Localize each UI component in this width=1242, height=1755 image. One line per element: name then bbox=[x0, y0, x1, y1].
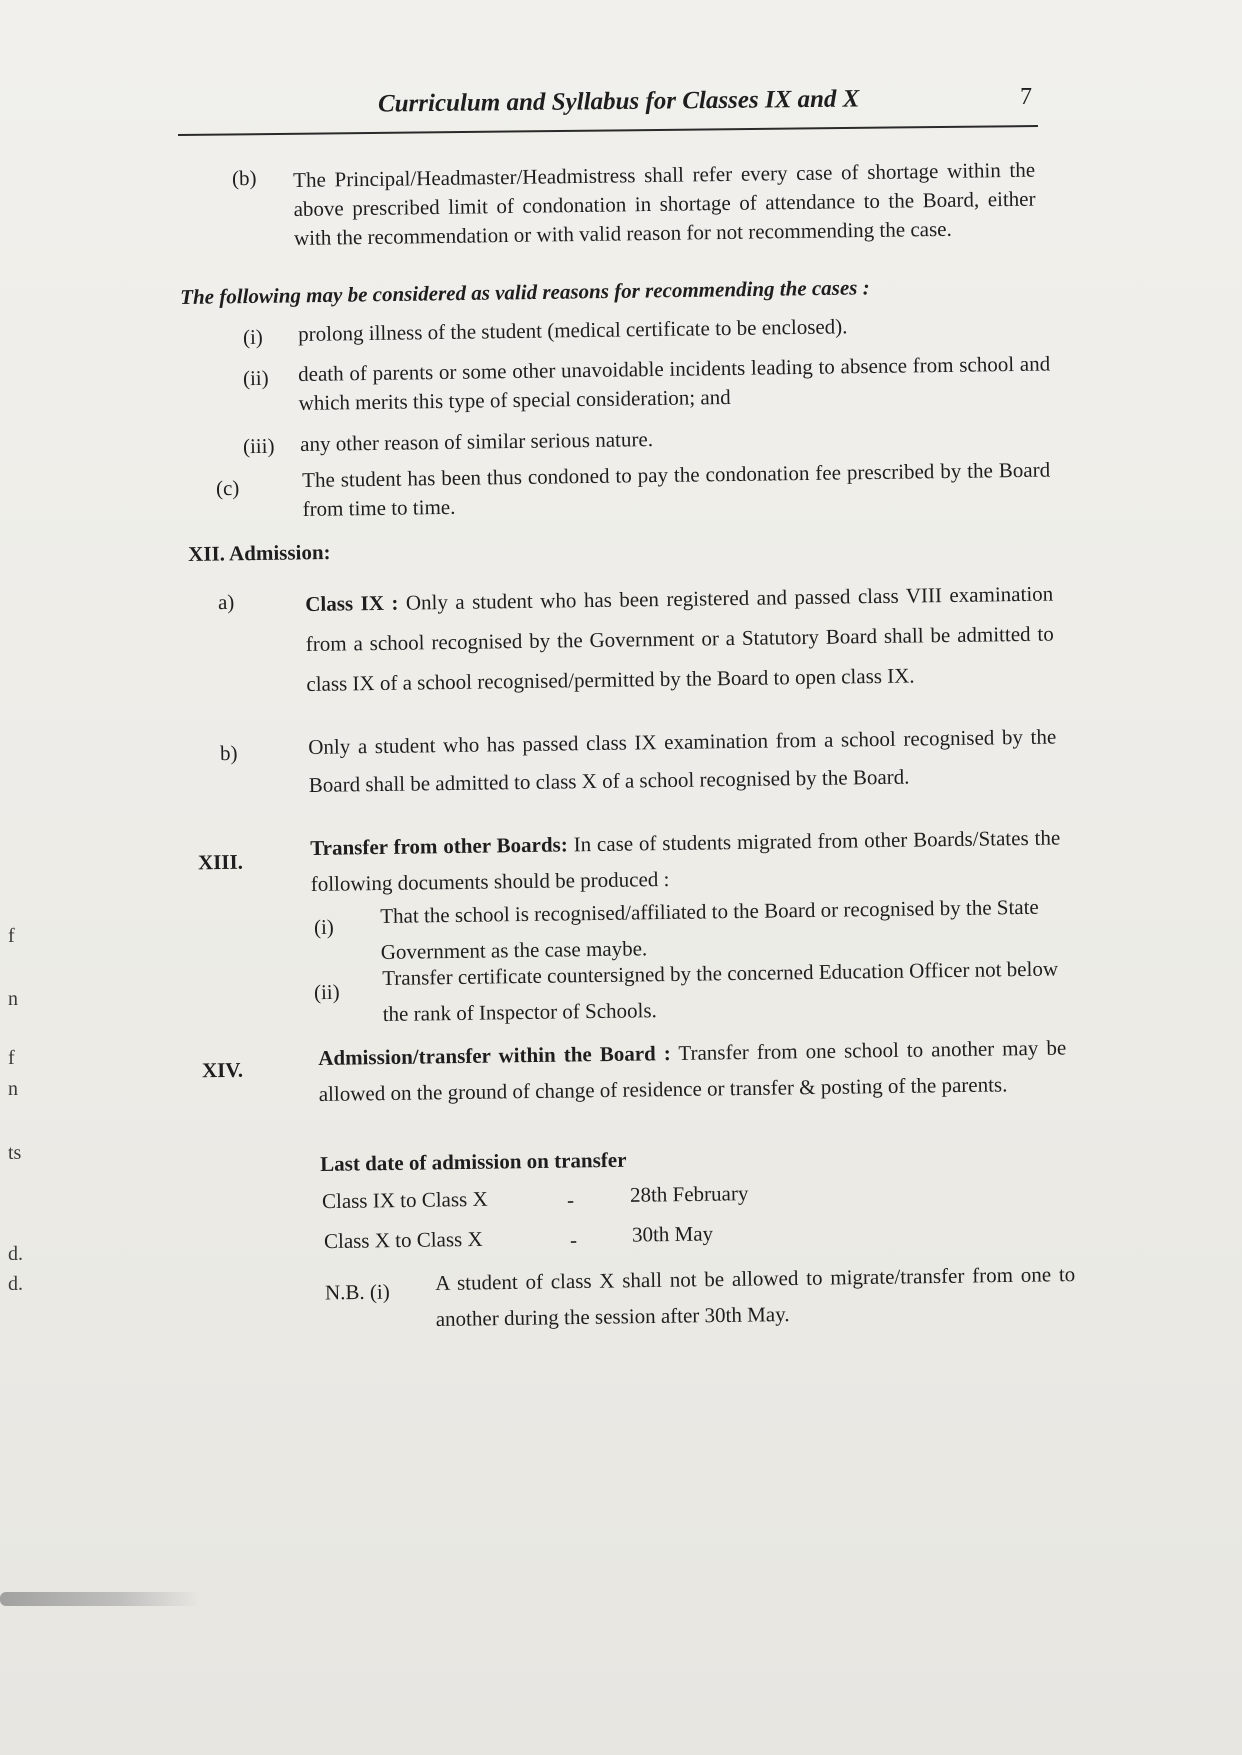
item-b-label: (b) bbox=[231, 165, 257, 191]
date-row-x-x-from: Class X to Class X bbox=[323, 1226, 483, 1254]
nb-text: A student of class X shall not be allowed to migrate/transfer from one to another during the session after 30th May. bbox=[435, 1262, 1076, 1331]
margin-fragment: f bbox=[8, 1047, 15, 1069]
reason-iii-text: any other reason of similar serious nature. bbox=[300, 427, 654, 456]
xiii-ii-label: (ii) bbox=[313, 979, 340, 1005]
item-b-text: The Principal/Headmaster/Headmistress shall refer every case of shortage within the above prescribed limit of condonation in shortage of attendance to the Board, either with the recommendation or with valid reason for not recommending the case. bbox=[293, 157, 1036, 250]
date-row-ix-x-dash: - bbox=[566, 1187, 575, 1213]
reason-iii-label: (iii) bbox=[242, 433, 275, 459]
xii-a-bold: Class IX : bbox=[305, 590, 399, 616]
margin-fragment: d. bbox=[8, 1243, 23, 1265]
date-row-ix-x-from: Class IX to Class X bbox=[321, 1186, 488, 1214]
page-number: 7 bbox=[1020, 84, 1032, 110]
xii-a-text bbox=[305, 574, 1055, 704]
date-row-x-x-dash: - bbox=[569, 1227, 578, 1253]
valid-reasons-heading: The following may be considered as valid reasons for recommending the cases : bbox=[180, 275, 870, 309]
date-row-x-x-date: 30th May bbox=[631, 1221, 714, 1247]
margin-fragment: n bbox=[8, 1078, 18, 1100]
reason-ii-label: (ii) bbox=[242, 365, 269, 391]
xii-a-label: a) bbox=[217, 589, 235, 615]
xii-b-text: Only a student who has passed class IX examination from a school recognised by the Board shall be admitted to class X of a school recognised by the Board. bbox=[308, 724, 1057, 797]
reason-i-text: prolong illness of the student (medical certificate to be enclosed). bbox=[298, 314, 848, 346]
section-xiii-number: XIII. bbox=[197, 849, 244, 875]
xiii-i-text: That the school is recognised/affiliated to the Board or recognised by the State Government as the case maybe. bbox=[380, 894, 1039, 964]
item-c-text: The student has been thus condoned to pay the condonation fee prescribed by the Board from time to time. bbox=[302, 457, 1051, 521]
xiii-ii-text: Transfer certificate countersigned by the concerned Education Officer not below the rank of Inspector of Schools. bbox=[382, 956, 1059, 1026]
xiv-body: Transfer from one school to another may be allowed on the ground of change of residence or transfer & posting of the parents. bbox=[318, 1035, 1067, 1106]
margin-fragment: f bbox=[8, 925, 15, 947]
date-row-ix-x-date: 28th February bbox=[629, 1181, 749, 1207]
margin-fragment: n bbox=[8, 988, 18, 1010]
xiii-i-label: (i) bbox=[313, 914, 334, 940]
section-xii-heading: XII. Admission: bbox=[188, 540, 331, 566]
item-c-label: (c) bbox=[215, 475, 240, 501]
xiv-bold: Admission/transfer within the Board : bbox=[318, 1041, 671, 1070]
xiii-body: In case of students migrated from other Boards/States the following documents should be produced : bbox=[310, 825, 1061, 896]
last-date-heading: Last date of admission on transfer bbox=[320, 1147, 627, 1176]
section-xiv-text bbox=[318, 1030, 1067, 1112]
xiii-bold: Transfer from other Boards: bbox=[310, 832, 568, 860]
section-xiv-number: XIV. bbox=[201, 1057, 244, 1083]
xii-b-label: b) bbox=[219, 740, 238, 766]
margin-fragment: ts bbox=[8, 1142, 22, 1164]
margin-fragment: d. bbox=[8, 1273, 23, 1295]
reason-i-label: (i) bbox=[242, 324, 263, 350]
xii-a-body: Only a student who has been registered and passed class VIII examination from a school recognised by the Government or a Statutory Board shall be admitted to class IX of a school recognised/permitted by the Board to open class IX. bbox=[305, 581, 1054, 696]
nb-label: N.B. (i) bbox=[324, 1279, 390, 1305]
running-header-title: Curriculum and Syllabus for Classes IX and X bbox=[377, 85, 860, 118]
scan-smudge bbox=[0, 1592, 200, 1606]
reason-ii-text: death of parents or some other unavoidable incidents leading to absence from school and which merits this type of special consideration; and bbox=[298, 351, 1051, 415]
header-rule bbox=[178, 125, 1038, 136]
